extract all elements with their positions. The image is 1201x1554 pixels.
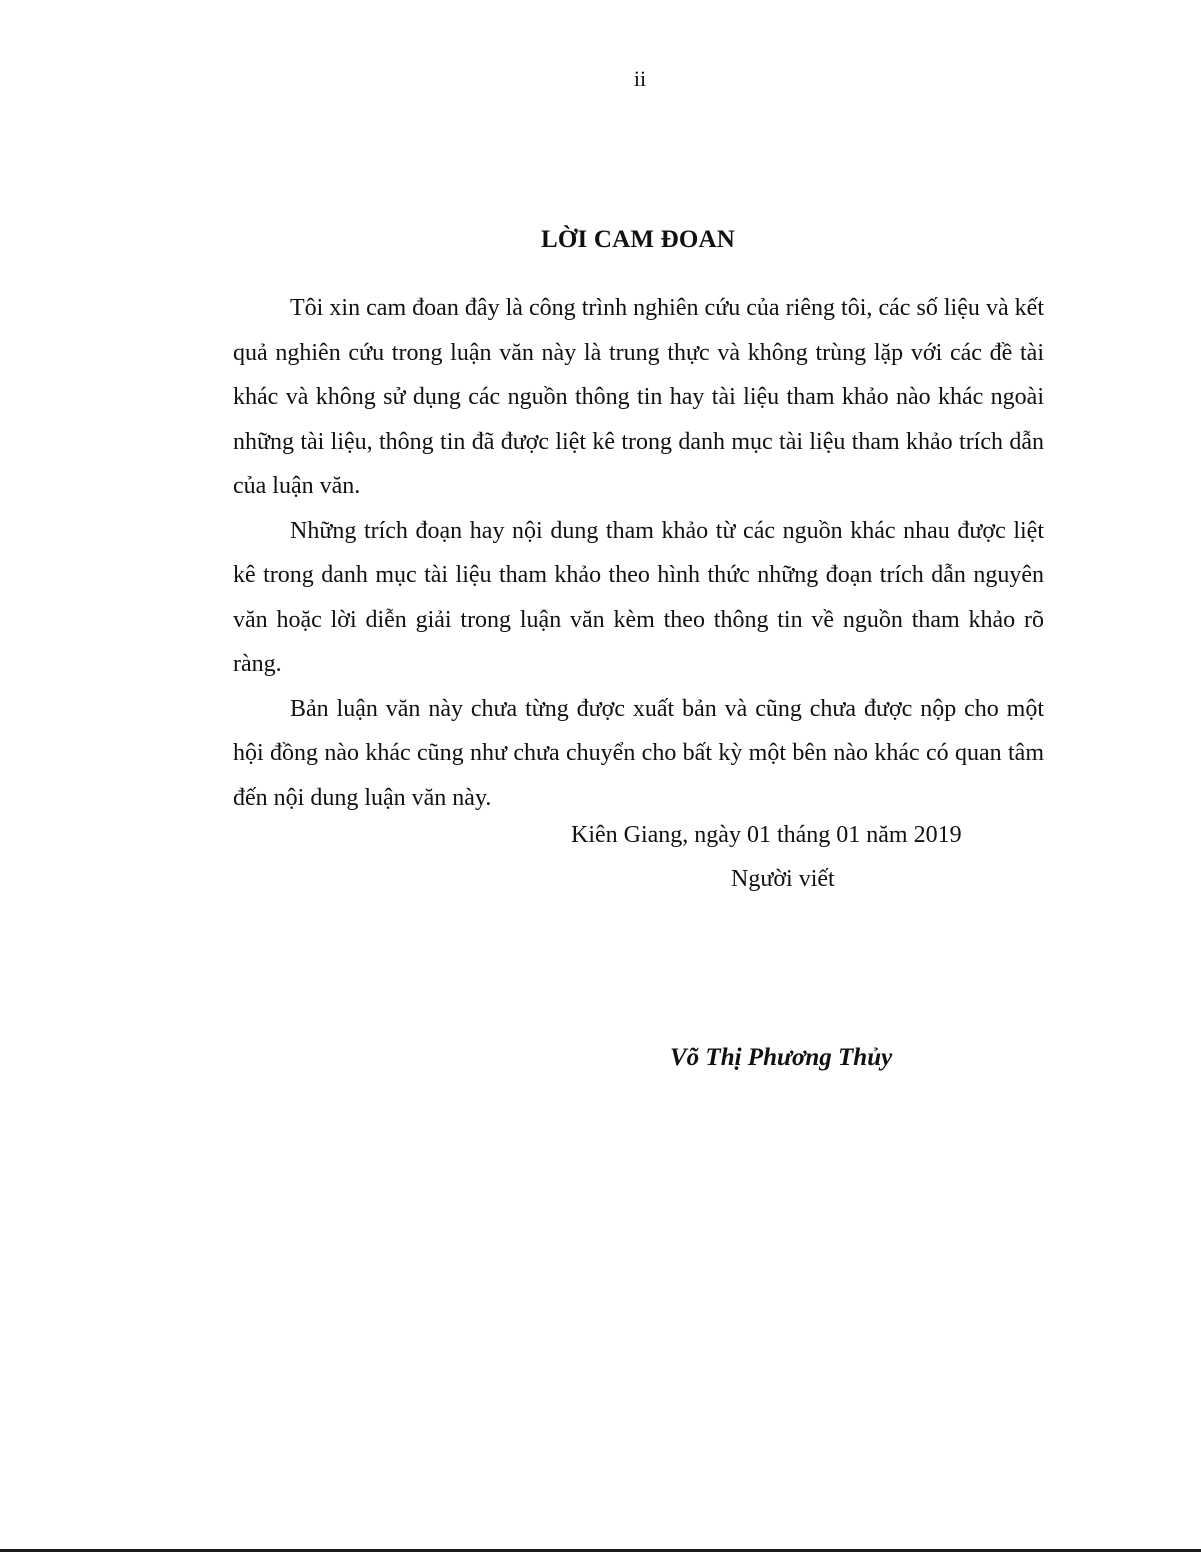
paragraph-3: Bản luận văn này chưa từng được xuất bản và cũng chưa được nộp cho một hội đồng nào khác cũng như chưa chuyển cho bất kỳ một bên nào khác có quan tâm đến nội dung luận văn này. [233,695,1044,811]
writer-label: Người viết [731,866,835,892]
place-date: Kiên Giang, ngày 01 tháng 01 năm 2019 [571,822,962,848]
page-title: LỜI CAM ĐOAN [540,226,736,253]
paragraph-2: Những trích đoạn hay nội dung tham khảo từ các nguồn khác nhau được liệt kê trong danh mục tài liệu tham khảo theo hình thức những đoạn trích dẫn nguyên văn hoặc lời diễn giải trong luận văn kèm theo thông tin về nguồn tham khảo rõ ràng. [233,517,1044,677]
author-name: Võ Thị Phương Thủy [670,1044,893,1071]
page-bottom-divider [0,1549,1201,1552]
declaration-body [233,286,1044,820]
page-number: ii [633,66,647,91]
paragraph-1: Tôi xin cam đoan đây là công trình nghiên cứu của riêng tôi, các số liệu và kết quả nghiên cứu trong luận văn này là trung thực và không trùng lặp với các đề tài khác và không sử dụng các nguồn thông tin hay tài liệu tham khảo nào khác ngoài những tài liệu, thông tin đã được liệt kê trong danh mục tài liệu tham khảo trích dẫn của luận văn. [233,295,1044,499]
